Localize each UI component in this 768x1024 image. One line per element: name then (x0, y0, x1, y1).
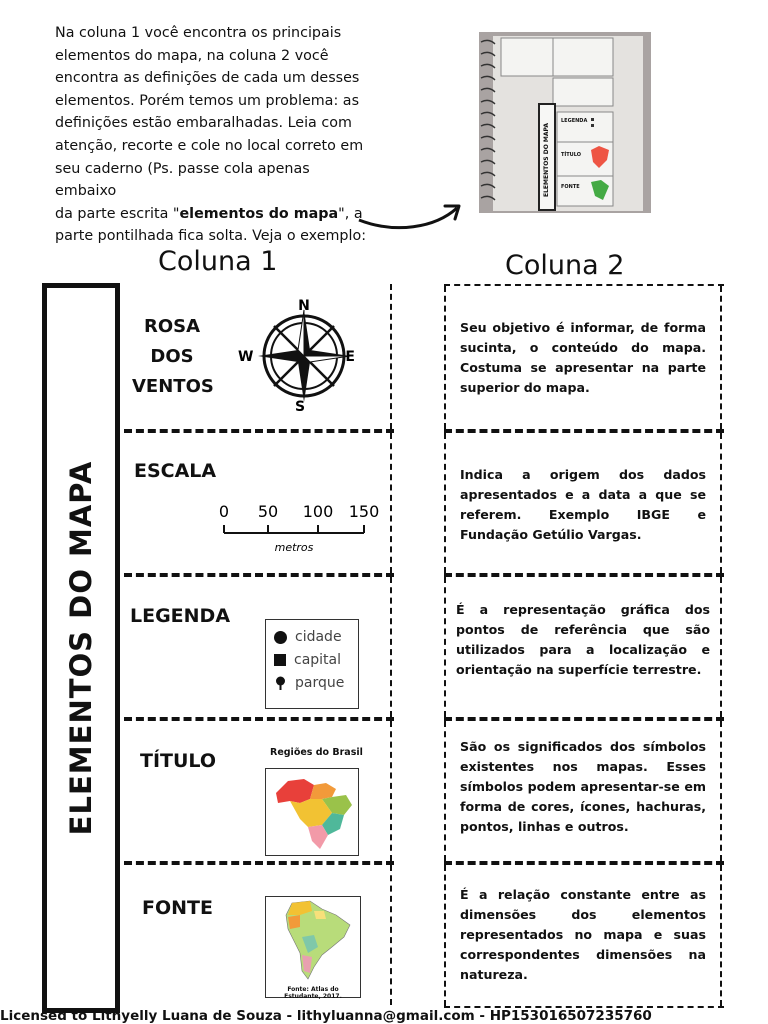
label-line: VENTOS (132, 376, 214, 397)
definition-text: Indica a origem dos dados apresentados e a data a que se referem. Exemplo IBGE e Fundação Getúlio Vargas. (460, 467, 706, 542)
column-1-title: Coluna 1 (158, 246, 278, 277)
element-label (132, 312, 212, 402)
elements-side-label-box (42, 283, 120, 1013)
definition-cell (444, 433, 722, 573)
square-icon (274, 654, 286, 666)
example-notebook-photo (479, 32, 651, 213)
column-2-title: Coluna 2 (505, 250, 625, 281)
compass-rose-icon (234, 298, 356, 416)
legend-item (274, 629, 342, 645)
legend-item (274, 675, 344, 691)
definition-cell (444, 577, 722, 717)
row-titulo (124, 721, 392, 861)
intro-line: parte pontilhada fica solta. Veja o exemplo: (55, 228, 367, 245)
element-label: LEGENDA (130, 605, 231, 627)
scale-unit: metros (274, 541, 314, 554)
intro-line: atenção, recorte e cole no local correto em (55, 137, 364, 154)
intro-line: encontra as definições de cada um desses (55, 70, 360, 87)
row-escala (124, 433, 392, 573)
tree-icon (274, 676, 287, 690)
map-title-caption: Regiões do Brasil (270, 747, 363, 758)
element-label: FONTE (142, 897, 213, 919)
instructions-paragraph (55, 22, 375, 248)
photo-side-label: ELEMENTOS DO MAPA (543, 123, 550, 197)
circle-icon (274, 631, 287, 644)
scale-tick-label: 100 (302, 502, 334, 521)
scale-tick-label: 0 (218, 502, 230, 521)
intro-line (55, 203, 375, 226)
intro-line: definições estão embaralhadas. Leia com (55, 115, 352, 132)
row-fonte (124, 865, 392, 1005)
south-america-map (265, 896, 361, 998)
south-america-map-icon (266, 897, 360, 983)
legend-example (265, 619, 359, 709)
scale-tick-label: 50 (257, 502, 279, 521)
photo-label: FONTE (561, 184, 580, 190)
element-label: TÍTULO (140, 750, 216, 772)
definition-cell (444, 721, 722, 861)
definition-text: Seu objetivo é informar, de forma sucinta, o conteúdo do mapa. Costuma se apresentar na parte superior do mapa. (460, 320, 706, 395)
brazil-map-icon (266, 769, 358, 855)
intro-line: elementos do mapa, na coluna 2 você (55, 47, 329, 64)
definition-text: É a relação constante entre as dimensões dos elementos representados no mapa e suas correspondentes dimensões na natureza. (460, 887, 706, 982)
definition-text: É a representação gráfica dos pontos de referência que são utilizados para a localização e orientação na superfície terrestre. (456, 602, 710, 677)
side-label: ELEMENTOS DO MAPA (64, 460, 98, 836)
definition-text: São os significados dos símbolos existentes nos mapas. Esses símbolos podem apresentar-se em forma de cores, ícones, hachuras, pontos, linhas e outros. (460, 739, 706, 834)
scale-tick-label: 150 (348, 502, 380, 521)
intro-bold-text: elementos do mapa (179, 205, 339, 222)
scale-bar-icon (214, 497, 384, 557)
legend-item-label: parque (295, 675, 345, 691)
compass-east: E (345, 349, 355, 365)
legend-item-label: capital (294, 652, 342, 668)
photo-label: LEGENDA (561, 118, 588, 124)
compass-north: N (298, 298, 310, 314)
curved-arrow-icon (355, 198, 465, 234)
compass-west: W (238, 349, 254, 365)
intro-text: da parte escrita " (55, 205, 180, 222)
intro-line: Na coluna 1 você encontra os principais (55, 25, 342, 41)
intro-line: seu caderno (Ps. passe cola apenas embaixo (55, 160, 310, 200)
photo-label: TÍTULO (561, 152, 581, 158)
element-label: ESCALA (134, 460, 217, 482)
license-footer: Licensed to Lithyelly Luana de Souza - lithyluanna@gmail.com - HP153016507235760 (0, 1008, 652, 1024)
row-rosa-dos-ventos (124, 284, 392, 429)
legend-item (274, 652, 341, 668)
legend-item-label: cidade (295, 629, 342, 645)
brazil-regions-map (265, 768, 359, 856)
label-line: ROSA (143, 316, 201, 337)
definition-cell (444, 286, 722, 429)
definition-cell (444, 865, 722, 1006)
row-legenda (124, 577, 392, 717)
label-line: DOS (150, 346, 194, 367)
map-source-caption: Fonte: Atlas do Estudante, 2017. (284, 986, 342, 1000)
compass-south: S (294, 399, 306, 415)
intro-text: ", a (338, 205, 363, 222)
intro-line: elementos. Porém temos um problema: as (55, 92, 360, 109)
